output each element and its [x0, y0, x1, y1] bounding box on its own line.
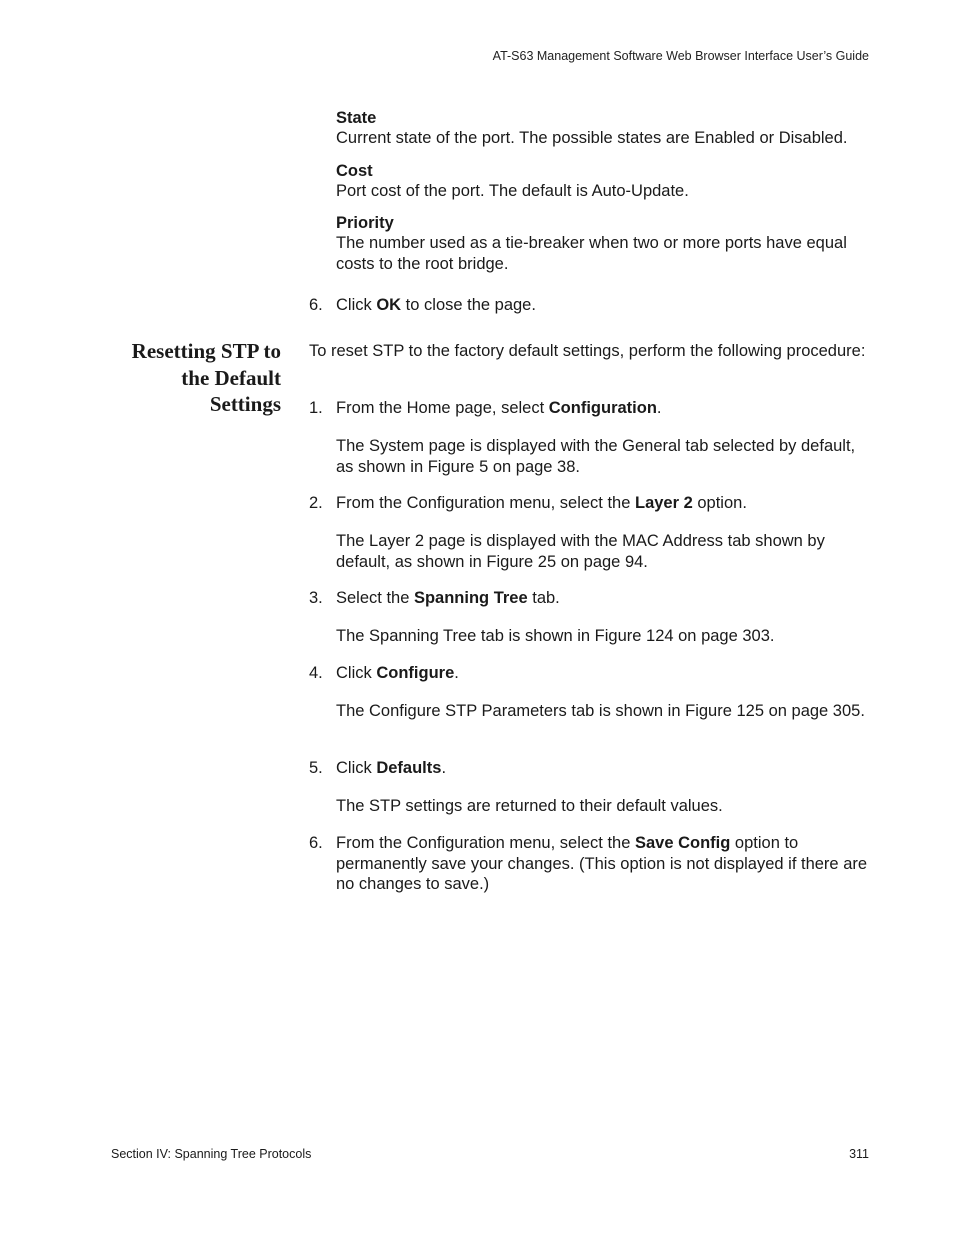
ui-label: Defaults: [376, 759, 442, 777]
step-1: [309, 398, 874, 419]
step-4: [309, 663, 874, 684]
definition-desc: Current state of the port. The possible states are Enabled or Disabled.: [336, 129, 848, 147]
step-3: [309, 588, 874, 609]
definition-desc: Port cost of the port. The default is Auto-Update.: [336, 181, 689, 200]
definition-term: State: [336, 109, 377, 127]
step-text: Click OK to close the page.: [336, 296, 536, 314]
page-number: 311: [849, 1147, 869, 1161]
step-3-note: The Spanning Tree tab is shown in Figure 124 on page 303.: [336, 627, 775, 645]
step-5: [309, 758, 874, 779]
footer-section: Section IV: Spanning Tree Protocols: [111, 1147, 312, 1161]
ui-label: Spanning Tree: [413, 589, 528, 607]
step-number: 6.: [309, 296, 323, 314]
step-text: Select the Spanning Tree tab.: [336, 589, 560, 607]
step-text: From the Configuration menu, select the Layer 2 option.: [336, 494, 747, 512]
definition-cost: [336, 161, 876, 202]
definition-term: Priority: [336, 214, 394, 232]
step-text: From the Home page, select Configuration.: [336, 399, 662, 417]
step-text: Click Defaults.: [336, 759, 447, 777]
section-intro: To reset STP to the factory default settings, perform the following procedure:: [309, 342, 866, 360]
ui-label-ok: OK: [376, 296, 402, 314]
definition-term: Cost: [336, 161, 373, 180]
step-5-note: The STP settings are returned to their default values.: [336, 797, 723, 815]
definition-desc: The number used as a tie-breaker when two or more ports have equal costs to the root bridge.: [336, 234, 847, 273]
section-heading: Resetting STP to the Default Settings: [131, 339, 281, 416]
step-6: [309, 833, 874, 895]
step-number: 5.: [309, 759, 323, 777]
ui-label: Configuration: [548, 399, 657, 417]
step-4-note: The Configure STP Parameters tab is shown in Figure 125 on page 305.: [336, 702, 865, 720]
step-text: Click Configure.: [336, 664, 459, 682]
step-2-note: The Layer 2 page is displayed with the MAC Address tab shown by default, as shown in Figure 25 on page 94.: [336, 532, 825, 571]
step-close-page: [309, 295, 874, 316]
ui-label: Layer 2: [634, 494, 693, 512]
step-number: 3.: [309, 589, 323, 607]
step-number: 4.: [309, 664, 323, 682]
step-number: 6.: [309, 834, 323, 852]
definition-priority: [336, 213, 876, 274]
step-number: 1.: [309, 399, 323, 417]
port-definitions: [336, 108, 876, 286]
definition-state: [336, 108, 876, 149]
running-header: AT-S63 Management Software Web Browser Interface User’s Guide: [492, 49, 869, 63]
step-1-note: The System page is displayed with the General tab selected by default, as shown in Figure 5 on page 38.: [336, 437, 856, 476]
step-number: 2.: [309, 494, 323, 512]
ui-label: Configure: [376, 664, 455, 682]
step-2: [309, 493, 874, 514]
step-text: From the Configuration menu, select the Save Config option to permanently save your changes. (This option is not displayed if there are no changes to save.): [336, 834, 868, 893]
ui-label: Save Config: [634, 834, 731, 852]
